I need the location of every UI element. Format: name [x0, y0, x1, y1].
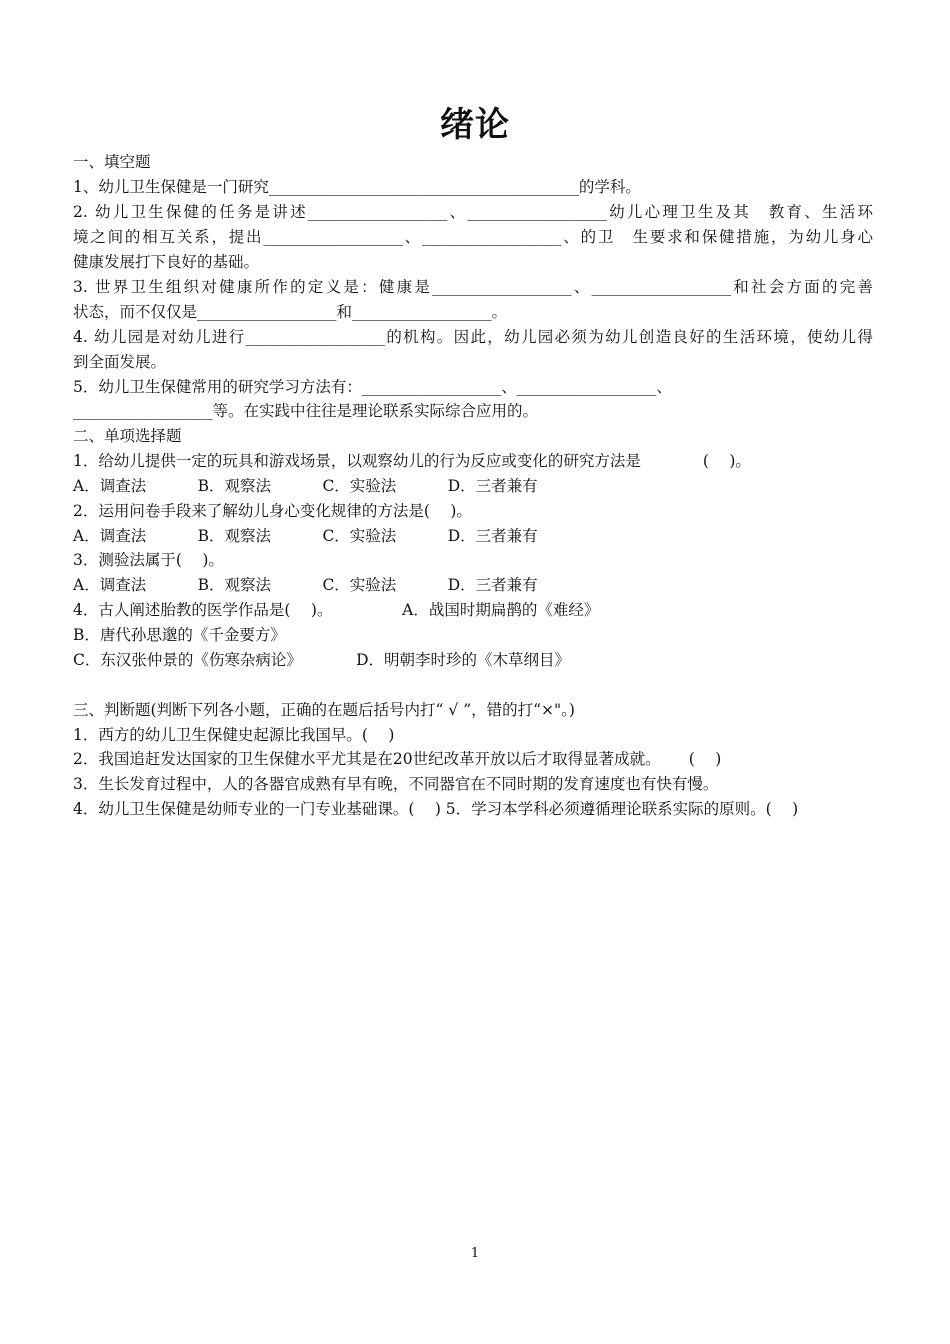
- fill-blank-line: 5．幼儿卫生保健常用的研究学习方法有：__________________、__________________、: [73, 378, 672, 396]
- section-heading-single-choice: 二、单项选择题: [73, 427, 182, 445]
- fill-blank-line: 健康发展打下良好的基础。: [73, 253, 260, 271]
- choice-line: 2．运用问卷手段来了解幼儿身心变化规律的方法是( )。: [73, 502, 472, 520]
- fill-blank-line: 境之间的相互关系，提出__________________、__________________、的卫 生要求和保健措施，为幼儿身心: [73, 228, 873, 246]
- judgment-line: 1．西方的幼儿卫生保健史起源比我国早。( ): [73, 726, 395, 744]
- fill-blank-line: 4. 幼儿园是对幼儿进行__________________的机构。因此，幼儿园必须为幼儿创造良好的生活环境，使幼儿得: [73, 328, 873, 346]
- choice-line: A．调查法 B．观察法 C．实验法 D．三者兼有: [73, 477, 538, 495]
- fill-blank-line: 状态，而不仅仅是__________________和__________________。: [73, 303, 508, 321]
- section-heading-true-false: 三、判断题(判断下列各小题，正确的在题后括号内打“ √ ”，错的打“×"。): [73, 701, 575, 719]
- fill-blank-line: 到全面发展。: [73, 353, 167, 371]
- choice-line: B．唐代孙思邈的《千金要方》: [73, 626, 286, 644]
- choice-line: C．东汉张仲景的《伤寒杂病论》 D．明朝李时珍的《木草纲目》: [73, 651, 571, 669]
- fill-blank-line: 3. 世界卫生组织对健康所作的定义是：健康是__________________、__________________和社会方面的完善: [73, 278, 873, 296]
- page-number: 1: [470, 1246, 480, 1261]
- page-title: 绪论: [440, 105, 510, 145]
- fill-blank-line: __________________等。在实践中往往是理论联系实际综合应用的。: [73, 402, 539, 420]
- choice-line: 4．古人阐述胎教的医学作品是( )。 A．战国时期扁鹊的《难经》: [73, 601, 600, 619]
- fill-blank-line: 2. 幼儿卫生保健的任务是讲述__________________、__________________幼儿心理卫生及其 教育、生活环: [73, 203, 873, 221]
- choice-line: 3．测验法属于( )。: [73, 551, 224, 569]
- fill-blank-line: 1、幼儿卫生保健是一门研究________________________________________的学科。: [73, 178, 641, 196]
- section-heading-fill-blank: 一、填空题: [73, 153, 151, 171]
- choice-line: 1．给幼儿提供一定的玩具和游戏场景，以观察幼儿的行为反应或变化的研究方法是 ( )。: [73, 452, 751, 470]
- choice-line: A．调查法 B．观察法 C．实验法 D．三者兼有: [73, 576, 538, 594]
- choice-line: A．调查法 B．观察法 C．实验法 D．三者兼有: [73, 527, 538, 545]
- judgment-line: 2．我国追赶发达国家的卫生保健水平尤其是在20世纪改革开放以后才取得显著成就。 ( ): [73, 750, 722, 768]
- judgment-line: 3．生长发育过程中，人的各器官成熟有早有晚，不同器官在不同时期的发育速度也有快有慢。: [73, 775, 719, 793]
- judgment-line: 4．幼儿卫生保健是幼师专业的一门专业基础课。( ) 5．学习本学科必须遵循理论联系实际的原则。( ): [73, 800, 799, 818]
